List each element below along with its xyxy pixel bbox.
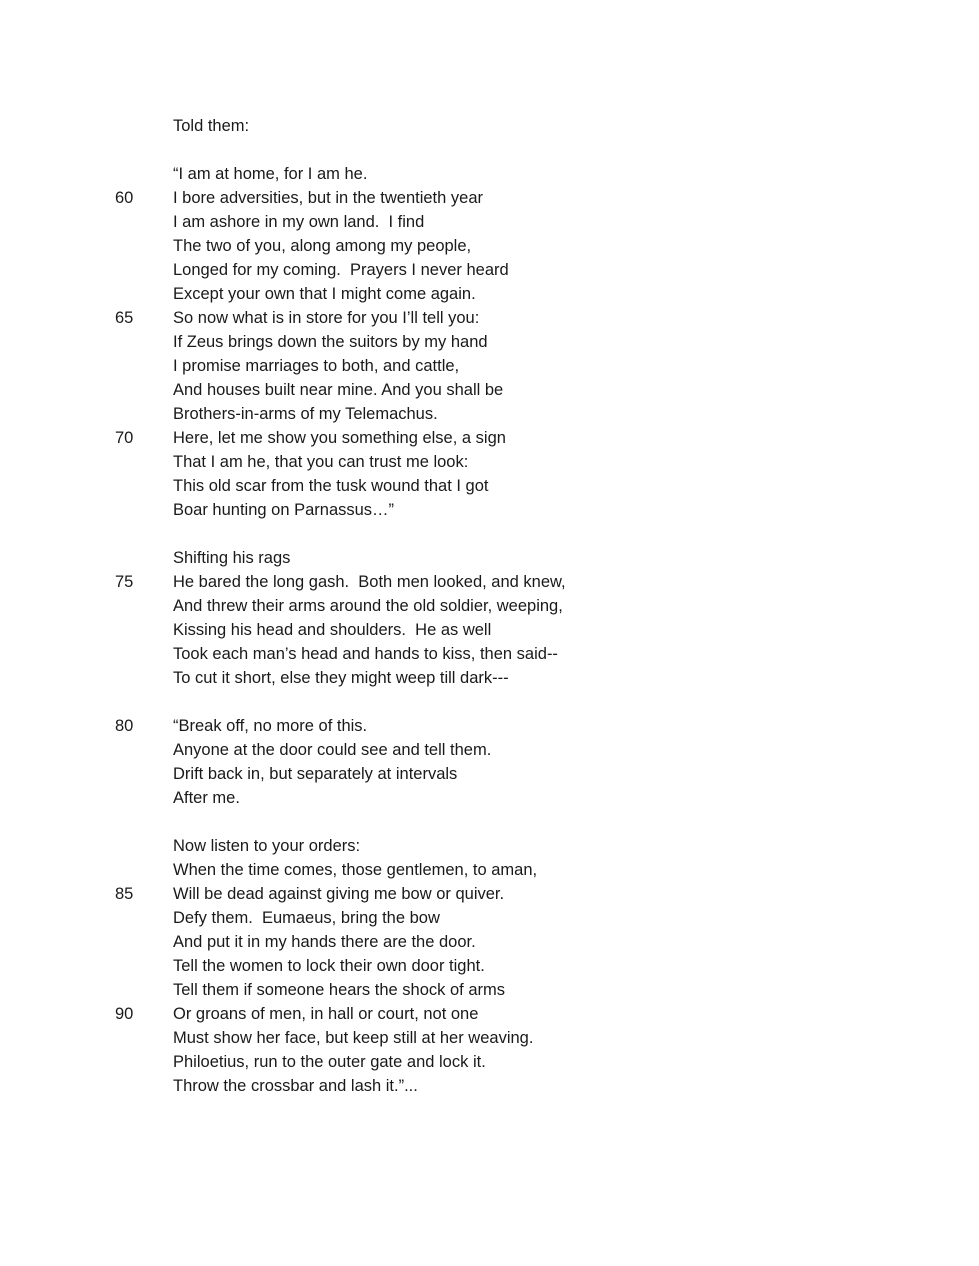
poem-line bbox=[0, 810, 979, 834]
poem-line bbox=[0, 186, 979, 210]
line-number: 60 bbox=[115, 189, 134, 207]
poem-line bbox=[0, 666, 979, 690]
poem-line bbox=[0, 474, 979, 498]
line-text: Will be dead against giving me bow or quiver. bbox=[173, 885, 505, 903]
poem-line bbox=[0, 546, 979, 570]
poem-line bbox=[0, 738, 979, 762]
line-text: Or groans of men, in hall or court, not one bbox=[173, 1005, 479, 1023]
poem-line bbox=[0, 450, 979, 474]
line-text: So now what is in store for you I’ll tell you: bbox=[173, 309, 480, 327]
poem-line bbox=[0, 834, 979, 858]
poem-text bbox=[0, 114, 979, 1098]
poem-line bbox=[0, 978, 979, 1002]
line-text: And put it in my hands there are the door. bbox=[173, 933, 476, 951]
line-text: If Zeus brings down the suitors by my hand bbox=[173, 333, 488, 351]
line-number: 65 bbox=[115, 309, 134, 327]
poem-line bbox=[0, 162, 979, 186]
poem-line bbox=[0, 138, 979, 162]
poem-line bbox=[0, 1026, 979, 1050]
poem-line bbox=[0, 402, 979, 426]
line-text: Kissing his head and shoulders. He as well bbox=[173, 621, 492, 639]
line-text: I bore adversities, but in the twentieth year bbox=[173, 189, 484, 207]
line-text: I promise marriages to both, and cattle, bbox=[173, 357, 460, 375]
line-text: I am ashore in my own land. I find bbox=[173, 213, 425, 231]
poem-line bbox=[0, 258, 979, 282]
poem-line bbox=[0, 882, 979, 906]
poem-line bbox=[0, 618, 979, 642]
line-text: Here, let me show you something else, a sign bbox=[173, 429, 506, 447]
line-text: Longed for my coming. Prayers I never heard bbox=[173, 261, 509, 279]
line-text: To cut it short, else they might weep till dark--- bbox=[173, 669, 509, 687]
poem-line bbox=[0, 786, 979, 810]
line-number: 70 bbox=[115, 429, 134, 447]
poem-line bbox=[0, 906, 979, 930]
poem-line bbox=[0, 690, 979, 714]
poem-line bbox=[0, 1050, 979, 1074]
line-text: Drift back in, but separately at intervals bbox=[173, 765, 458, 783]
poem-line bbox=[0, 1002, 979, 1026]
poem-line bbox=[0, 522, 979, 546]
poem-line bbox=[0, 858, 979, 882]
line-text: Shifting his rags bbox=[173, 549, 291, 567]
line-text: Defy them. Eumaeus, bring the bow bbox=[173, 909, 440, 927]
line-text: “I am at home, for I am he. bbox=[173, 165, 368, 183]
poem-line bbox=[0, 114, 979, 138]
line-number: 85 bbox=[115, 885, 134, 903]
poem-line bbox=[0, 378, 979, 402]
poem-line bbox=[0, 570, 979, 594]
line-text: Tell the women to lock their own door tight. bbox=[173, 957, 485, 975]
line-text: Now listen to your orders: bbox=[173, 837, 361, 855]
poem-line bbox=[0, 1074, 979, 1098]
poem-line bbox=[0, 642, 979, 666]
line-text: The two of you, along among my people, bbox=[173, 237, 472, 255]
line-text: That I am he, that you can trust me look: bbox=[173, 453, 469, 471]
poem-line bbox=[0, 594, 979, 618]
line-text: This old scar from the tusk wound that I got bbox=[173, 477, 489, 495]
poem-line bbox=[0, 234, 979, 258]
line-text: Brothers-in-arms of my Telemachus. bbox=[173, 405, 438, 423]
line-text: “Break off, no more of this. bbox=[173, 717, 368, 735]
poem-line bbox=[0, 930, 979, 954]
poem-line bbox=[0, 330, 979, 354]
line-text: Except your own that I might come again. bbox=[173, 285, 476, 303]
line-text: Tell them if someone hears the shock of arms bbox=[173, 981, 505, 999]
poem-line bbox=[0, 762, 979, 786]
line-text: Philoetius, run to the outer gate and lock it. bbox=[173, 1053, 486, 1071]
line-number: 90 bbox=[115, 1005, 134, 1023]
line-number: 80 bbox=[115, 717, 134, 735]
line-text: Took each man’s head and hands to kiss, then said-- bbox=[173, 645, 558, 663]
poem-line bbox=[0, 714, 979, 738]
line-number: 75 bbox=[115, 573, 134, 591]
poem-line bbox=[0, 210, 979, 234]
poem-line bbox=[0, 282, 979, 306]
poem-line bbox=[0, 426, 979, 450]
line-text: He bared the long gash. Both men looked, and knew, bbox=[173, 573, 566, 591]
line-text: And houses built near mine. And you shall be bbox=[173, 381, 504, 399]
poem-line bbox=[0, 306, 979, 330]
poem-line bbox=[0, 354, 979, 378]
line-text: Must show her face, but keep still at her weaving. bbox=[173, 1029, 534, 1047]
line-text: Told them: bbox=[173, 117, 250, 135]
poem-line bbox=[0, 498, 979, 522]
line-text: Throw the crossbar and lash it.”... bbox=[173, 1077, 418, 1095]
line-text: When the time comes, those gentlemen, to aman, bbox=[173, 861, 538, 879]
poem-line bbox=[0, 954, 979, 978]
line-text: And threw their arms around the old soldier, weeping, bbox=[173, 597, 563, 615]
line-text: Boar hunting on Parnassus…” bbox=[173, 501, 395, 519]
line-text: Anyone at the door could see and tell them. bbox=[173, 741, 492, 759]
line-text: After me. bbox=[173, 789, 240, 807]
